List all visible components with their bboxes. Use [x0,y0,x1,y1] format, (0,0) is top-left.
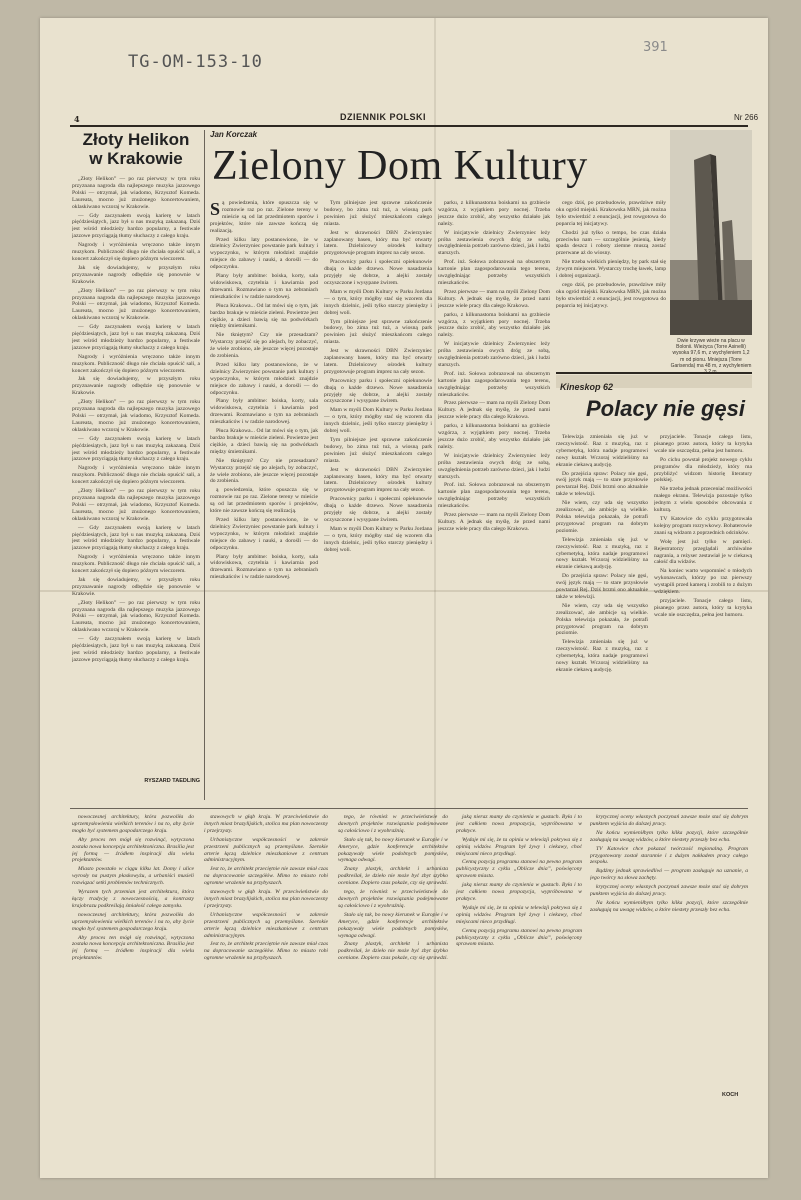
kineskop-column-2 [654,434,752,804]
towers-photo [670,130,752,335]
helikon-paragraph: Nagrody i wyróżnienia wręczono także innym muzykom. Publiczność długo nie chciała opuścić sali, a koncert zakończył się dopiero późnym wieczorem. [72,554,200,575]
helikon-paragraph: Nagrody i wyróżnienia wręczono także innym muzykom. Publiczność długo nie chciała opuścić sali, a koncert zakończył się dopiero późnym wieczorem. [72,465,200,486]
helikon-title-line1: Złoty Helikon [82,130,190,149]
lower-paragraph: Aby proces ten mógł się rozwinąć, wytyczona została nowa koncepcja architektoniczna. Brasilia jest jej formą — źródłem inspiracji dla wielu projektantów. [72,836,194,864]
kineskop-top-rule [556,372,752,374]
kulturalny-paragraph: Prof. inż. Sołowa zobrazował na obszernym kartonie plan zagospodarowania tego terenu, uwzględniając potrzeby wszystkich mieszkańców. [438,370,550,398]
kulturalny-paragraph: Przez pierwsze — mam na myśli Zielony Dom Kultury. A jednak się myślę, że przed nami jeszcze wiele pracy dla całego Krakowa. [438,512,550,532]
lower-paragraph: Wydaje mi się, że ta opinia w telewizji pokrywa się z opinią widzów. Program był żywy i ciekawy, choć miejscami nieco przydługi. [456,904,582,925]
lower-paragraph: Cenną pozycją programu stanowi na pewno program publicystyczny z cyklu „Oblicze dnia”, poświęcony sprawom miasta. [456,927,582,948]
helikon-paragraph: „Złoty Helikon” — po raz pierwszy w tym roku przyznana nagroda dla najlepszego muzyka jazzowego Polski — otrzymał, jak wiadomo, Krzysztof Komeda. Laureata, mocno już znużonego koncertowaniem, oklaskiwano wczoraj w Krakowie. [72,599,200,634]
kulturalny-column-4 [556,200,666,370]
kineskop-paragraph: przyjaciele. Tonacje całego listu, pisanego przez autora, który ta krytyka wcale nie oszczędza, pełna jest humoru. [654,434,752,454]
helikon-paragraph: Jak się dowiadujemy, w przyszłym roku przyznawanie nagrody odbędzie się ponownie w Krakowie. [72,376,200,397]
kulturalny-paragraph: Mam w myśli Dom Kultury w Parku Jordana — o tym, który mógłby stać się wzorem dla innych dzielnic, jeśli tylko starczy pieniędzy i dobrej woli. [324,407,432,435]
helikon-title-line2: w Krakowie [89,149,183,168]
helikon-body [72,176,200,776]
kineskop-paragraph: Telewizja zmieniała się już w rzeczywistość. Raz z muzyką, raz z cybernetyką, która nadaje programowi nowy kształt. Wczoraj widzieliśmy na ekranie ciekawą audycję. [556,536,648,571]
helikon-paragraph: „Złoty Helikon” — po raz pierwszy w tym roku przyznana nagroda dla najlepszego muzyka jazzowego Polski — otrzymał, jak wiadomo, Krzysztof Komeda. Laureata, mocno już znużonego koncertowaniem, oklaskiwano wczoraj w Krakowie. [72,399,200,433]
kineskop-signature: KOCH [722,1092,739,1098]
lower-paragraph: tego, że również w przeciwieństwie do dawnych projektów rozwiązania podejmowane są całościowo i z wyobraźnią. [338,814,448,834]
kineskop-paragraph: Telewizja zmieniała się już w rzeczywistość. Raz z muzyką, raz z cybernetyką, która nadaje programowi nowy kształt. Wczoraj widzieliśmy na ekranie ciekawą audycję. [556,434,648,468]
kulturalny-paragraph: Chodzi już tylko o tempo, bo czas działa przeciwko nam — szczególnie jesienią, kiedy spada deszcz i roboty ziemne muszą zostać przerwane aż do wiosny. [556,229,666,257]
lower-paragraph: Urbanistyczne współczesności w zakresie przestrzeni publicznych są przemyślane. Szerokie arterie łączą dzielnice mieszkaniowe z centrum administracyjnym. [204,836,328,864]
masthead-page-no: 4 [74,114,80,124]
kulturalny-paragraph: W inicjatywie dzielnicy Zwierzyniec leży próba zestawienia owych dróg ze sobą, uwzględnienia potrzeb zarówno dzieci, jak i ludzi starszych. [438,452,550,480]
kulturalny-paragraph: parku, z kilkunastoma boiskami na grzbiecie wzgórza, z wyjątkiem pory nocnej. Trzeba jeszcze dużo zrobić, aby wszystko działało jak należy. [438,311,550,339]
kineskop-paragraph: Telewizja zmieniała się już w rzeczywistość. Raz z muzyką, raz z cybernetyką, która nadaje programowi nowy kształt. Wczoraj widzieliśmy na ekranie ciekawą audycję. [556,639,648,673]
helikon-paragraph: — Gdy zaczynałem swoją karierę w latach pięćdziesiątych, jazz był u nas muzyką zakazaną. Dziś jest wśród młodzieży bardzo popularny, a festiwale jazzowe przyciągają tłumy słuchaczy z całego kraju. [72,212,200,240]
kulturalny-paragraph: Nie trzeba wielkich pieniędzy, by park stał się żywym miejscem. Wystarczy trochę ławek, lamp i dobrej organizacji. [556,259,666,280]
kulturalny-byline: Jan Korczak [210,130,258,139]
kineskop-column-1 [556,434,648,804]
kulturalny-paragraph: Plany były ambitne: boiska, korty, sala widowiskowa, czytelnia i kawiarnia pod drzewami. Rozmawiano o tym na zebraniach mieszkańców i w radzie narodowej. [210,398,318,426]
kulturalny-paragraph: parku, z kilkunastoma boiskami na grzbiecie wzgórza, z wyjątkiem pory nocnej. Trzeba jeszcze dużo zrobić, aby wszystko działało jak należy. [438,423,550,450]
helikon-signature: RYSZARD TAEDLING [144,778,200,784]
kulturalny-paragraph: parku, z kilkunastoma boiskami na grzbiecie wzgórza, z wyjątkiem pory nocnej. Trzeba jeszcze dużo zrobić, aby wszystko działało jak należy. [438,200,550,227]
kulturalny-title: Zielony Dom Kultury [212,143,588,189]
masthead-rule [70,125,748,127]
lower-paragraph: tego, że również w przeciwieństwie do dawnych projektów rozwiązania podejmowane są całościowo i z wyobraźnią. [338,889,448,909]
kineskop-paragraph: Po cichu powstał projekt nowego cyklu programów dla młodzieży, który ma przybliżyć widzom historię literatury polskiej. [654,456,752,484]
kulturalny-paragraph: Tym pilniejsze jest sprawne zakończenie budowy, bo zima tuż tuż, a wiosną park powinien już służyć mieszkańcom całego miasta. [324,200,432,227]
kineskop-paragraph: Nie wiem, czy uda się wszystko zrealizować, ale ambicje są wielkie. Polska telewizja pokazała, że potrafi przygotować program na dobrym poziomie. [556,602,648,637]
kulturalny-drop-cap: S [210,200,221,219]
kulturalny-paragraph: W inicjatywie dzielnicy Zwierzyniec leży próba zestawienia owych dróg ze sobą, uwzględnienia potrzeb zarówno dzieci, jak i ludzi starszych. [438,341,550,368]
kineskop-section-band [556,375,752,392]
lower-column-4 [456,814,582,1114]
lower-paragraph: stawowych w głąb kraju. W przeciwieństwie do innych miast brazylijskich, stolica ma plan nowoczesny i przejrzysty. [204,889,328,909]
kulturalny-column-2 [324,200,432,804]
helikon-paragraph: Jak się dowiadujemy, w przyszłym roku przyznawanie nagrody odbędzie się ponownie w Krakowie. [72,264,200,285]
kulturalny-paragraph: cego dziś, po przebudowie, prawdziwe miły oku ogród miejski. Krakowska MRN, jak można było stwierdzić z enuncjacji, jest rowgotowa do poparcia tej inicjatywy. [556,281,666,309]
lower-paragraph: Na końcu wymieniłbym tylko kilka pozycji, które szczególnie zasługują na uwagę widzów, a które niestety przeszły bez echa. [590,829,748,843]
lower-paragraph: Jest to, że architekt przeciętnie nie zawsze miał czas na dopracowanie szczegółów. Mimo to miasto robi ogromne wrażenie na przybyszach. [204,866,328,887]
archive-code: TG-OM-153-10 [128,52,263,72]
lower-column-3 [338,814,448,1114]
lower-paragraph: Stało się tak, bo nowy kierunek w Europie i w Ameryce, gdzie konferencje architektów pokazywały wiele podobnych pomysłów, wymaga odwagi. [338,836,448,864]
helikon-paragraph: — Gdy zaczynałem swoją karierę w latach pięćdziesiątych, jazz był u nas muzyką zakazaną. Dziś jest wśród młodzieży bardzo popularny, a festiwale jazzowe przyciągają tłumy słuchaczy z całego kraju. [72,524,200,552]
kulturalny-paragraph: Pracownicy parku i społeczni opiekunowie dbają o każde drzewo. Nowe nasadzenia przyjęły się dobrze, a alejki zostały oczyszczone i wysypane żwirem. [324,377,432,405]
lower-paragraph: krytycznej oceny własnych poczynań zawsze może stać się dobrym punktem wyjścia do dalszej pracy. [590,884,748,898]
kineskop-paragraph: Nie wiem, czy uda się wszystko zrealizować, ale ambicje są wielkie. Polska telewizja pokazała, że potrafi przygotować program na dobrym poziomie. [556,500,648,534]
kineskop-paragraph: Wolę jest już tylko w pamięci. Rejestratorzy przeglądali archiwalne nagrania, a reżyser zestawiał je w ciekawą całość dla widzów. [654,538,752,566]
kineskop-paragraph: przyjaciele. Tonacje całego listu, pisanego przez autora, który ta krytyka wcale nie oszczędza, pełna jest humoru. [654,597,752,618]
kulturalny-paragraph: Przed kilku laty postanowiono, że w dzielnicy Zwierzyniec powstanie park kultury i wypoczynku, w którym młodzież znajdzie miejsce do zabawy i nauki, a dorośli — do odpoczynku. [210,236,318,271]
lower-paragraph: Wydaje mi się, że ta opinia w telewizji pokrywa się z opinią widzów. Program był żywy i ciekawy, choć miejscami nieco przydługi. [456,836,582,857]
kulturalny-paragraph: Plany były ambitne: boiska, korty, sala widowiskowa, czytelnia i kawiarnia pod drzewami. Rozmawiano o tym na zebraniach mieszkańców i w radzie narodowej. [210,553,318,581]
column-divider [204,130,205,800]
lower-paragraph: nowoczesnej architektury, która pozwoliła do uprzemysłowienia wielkich terenów i na to, aby życie mogło być systemem gospodarczego kraju. [72,911,194,932]
kulturalny-paragraph: Przez pierwsze — mam na myśli Zielony Dom Kultury. A jednak się myślę, że przed nami jeszcze wiele pracy dla całego Krakowa. [438,400,550,421]
helikon-paragraph: „Złoty Helikon” — po raz pierwszy w tym roku przyznana nagroda dla najlepszego muzyka jazzowego Polski — otrzymał, jak wiadomo, Krzysztof Komeda. Laureata, mocno już znużonego koncertowaniem, oklaskiwano wczoraj w Krakowie. [72,287,200,322]
kulturalny-paragraph: Mam w myśli Dom Kultury w Parku Jordana — o tym, który mógłby stać się wzorem dla innych dzielnic, jeśli tylko starczy pieniędzy i dobrej woli. [324,288,432,316]
helikon-paragraph: — Gdy zaczynałem swoją karierę w latach pięćdziesiątych, jazz był u nas muzyką zakazaną. Dziś jest wśród młodzieży bardzo popularny, a festiwale jazzowe przyciągają tłumy słuchaczy z całego kraju. [72,636,200,663]
helikon-paragraph: — Gdy zaczynałem swoją karierę w latach pięćdziesiątych, jazz był u nas muzyką zakazaną. Dziś jest wśród młodzieży bardzo popularny, a festiwale jazzowe przyciągają tłumy słuchaczy z całego kraju. [72,435,200,463]
kulturalny-column-1 [210,200,318,804]
lower-paragraph: Miasto powstało w ciągu kilku lat. Domy i ulice wyrosły na pustym płaskowyżu, a urbaniści musieli rozwiązać setki problemów technicznych. [72,866,194,887]
kulturalny-paragraph: Jest w skrawności DBN Zwierzyniec zaplanowany basen, który ma być otwarty latem. Dzielnicowy ośrodek kultury przygotowuje program imprez na cały sezon. [324,348,432,375]
kulturalny-paragraph: Pracownicy parku i społeczni opiekunowie dbają o każde drzewo. Nowe nasadzenia przyjęły się dobrze, a alejki zostały oczyszczone i wysypane żwirem. [324,496,432,523]
kulturalny-column-3 [438,200,550,804]
kulturalny-paragraph: cego dziś, po przebudowie, prawdziwe miły oku ogród miejski. Krakowska MRN, jak można było stwierdzić z enuncjacji, jest rowgotowa do poparcia tej inicjatywy. [556,200,666,227]
lower-paragraph: jaką nieraz mamy do czynienia w gustach. Była i to jest całkiem nowa propozycja, wypróbowana w praktyce. [456,814,582,834]
kineskop-section-label: Kineskop 62 [560,382,614,392]
lower-column-1 [72,814,194,1114]
helikon-paragraph: Jak się dowiadujemy, w przyszłym roku przyznawanie nagrody odbędzie się ponownie w Krakowie. [72,576,200,597]
kulturalny-paragraph: Przed kilku laty postanowiono, że w dzielnicy Zwierzyniec powstanie park kultury i wypoczynku, w którym młodzież znajdzie miejsce do zabawy i nauki, a dorośli — do odpoczynku. [210,361,318,396]
photo-caption-text: Dwie krzywe wieże na placu w Bolonii. Wieżyca (Torre Asinelli) wysoka 97,6 m, z wychyleniem 1,2 m od pionu. Mniejsza (Torre Garisenda) ma 48 m, z wychyleniem [670,338,752,369]
kulturalny-paragraph: Płuca Krakowa... Od lat mówi się o tym, jak bardzo brakuje w mieście zieleni. Powietrze jest ciężkie, a dzieci bawią się na podwórkach między śmietnikami. [210,302,318,330]
kineskop-title: Polacy nie gęsi [586,396,745,421]
section-rule [70,808,748,809]
helikon-paragraph: — Gdy zaczynałem swoją karierę w latach pięćdziesiątych, jazz był u nas muzyką zakazaną. Dziś jest wśród młodzieży bardzo popularny, a festiwale jazzowe przyciągają tłumy słuchaczy z całego kraju. [72,324,200,351]
lower-column-5 [590,814,748,1090]
kineskop-paragraph: Do przejścia spraw: Polacy nie gęsi, swój język mają — to stare przysłowie powtarzał Rej. Dziś brzmi ono aktualnie także w telewizji. [556,470,648,498]
lower-column-2 [204,814,328,1114]
kulturalny-paragraph: Jest w skrawności DBN Zwierzyniec zaplanowany basen, który ma być otwarty latem. Dzielnicowy ośrodek kultury przygotowuje program imprez na cały sezon. [324,466,432,494]
archive-page-number: 391 [643,40,668,55]
lower-paragraph: Znany plastyk, architekt i urbanista podkreślał, że dzieło nie może być zbyt szybko oceniane. Dopiero czas pokaże, czy się sprawdzi. [338,866,448,887]
kulturalny-paragraph: Przez pierwsze — mam na myśli Zielony Dom Kultury. A jednak się myślę, że przed nami jeszcze wiele pracy dla całego Krakowa. [438,288,550,309]
lower-paragraph: Wyrazem tych przemian jest architektura, która łączy tradycję z nowoczesnością, a kontrasty krajobrazu podkreślają śmiałość całego zamysłu. [72,889,194,909]
masthead-issue-no: Nr 266 [734,113,759,122]
lower-paragraph: Aby proces ten mógł się rozwinąć, wytyczona została nowa koncepcja architektoniczna. Brasilia jest jej formą — źródłem inspiracji dla wielu projektantów. [72,934,194,962]
kulturalny-paragraph: Nie tkniętym? Czy nie przesadzam? Wystarczy przejść się po alejach, by zobaczyć, że wiele zrobiono, ale jeszcze więcej pozostaje do zrobienia. [210,332,318,360]
lower-paragraph: Znany plastyk, architekt i urbanista podkreślał, że dzieło nie może być zbyt szybko oceniane. Dopiero czas pokaże, czy się sprawdzi. [338,941,448,962]
kulturalny-paragraph: Prof. inż. Sołowa zobrazował na obszernym kartonie plan zagospodarowania tego terenu, uwzględniając potrzeby wszystkich mieszkańców. [438,259,550,286]
kulturalny-paragraph: Tym pilniejsze jest sprawne zakończenie budowy, bo zima tuż tuż, a wiosną park powinien już służyć mieszkańcom całego miasta. [324,318,432,346]
lower-paragraph: Cenną pozycją programu stanowi na pewno program publicystyczny z cyklu „Oblicze dnia”, poświęcony sprawom miasta. [456,859,582,880]
lower-paragraph: Bądźmy jednak sprawiedliwi — program zasługuje na uznanie, a jego twórcy na słowa zachęty. [590,868,748,882]
newspaper-page [40,18,768,1178]
kulturalny-paragraph: Pracownicy parku i społeczni opiekunowie dbają o każde drzewo. Nowe nasadzenia przyjęły się dobrze, a alejki zostały oczyszczone i wysypane żwirem. [324,259,432,286]
lower-paragraph: Urbanistyczne współczesności w zakresie przestrzeni publicznych są przemyślane. Szerokie arterie łączą dzielnice mieszkaniowe z centrum administracyjnym. [204,911,328,939]
kulturalny-paragraph: W inicjatywie dzielnicy Zwierzyniec leży próba zestawienia owych dróg ze sobą, uwzględnienia potrzeb zarówno dzieci, jak i ludzi starszych. [438,229,550,257]
kineskop-paragraph: Na koniec warto wspomnieć o młodych wykonawcach, którzy po raz pierwszy wystąpili przed kamerą i zrobili to z dużym wdziękiem. [654,568,752,596]
helikon-paragraph: Nagrody i wyróżnienia wręczono także innym muzykom. Publiczność długo nie chciała opuścić sali, a koncert zakończył się dopiero późnym wieczorem. [72,242,200,262]
lower-paragraph: jaką nieraz mamy do czynienia w gustach. Była i to jest całkiem nowa propozycja, wypróbowana w praktyce. [456,882,582,902]
kineskop-paragraph: Nie trzeba jednak przeceniać możliwości małego ekranu. Telewizja pozostaje tylko jednym z wielu sposobów obcowania z kulturą. [654,486,752,514]
kineskop-paragraph: Do przejścia spraw: Polacy nie gęsi, swój język mają — to stare przysłowie powtarzał Rej. Dziś brzmi ono aktualnie także w telewizji. [556,573,648,600]
kulturalny-paragraph: Jest w skrawności DBN Zwierzyniec zaplanowany basen, który ma być otwarty latem. Dzielnicowy ośrodek kultury przygotowuje program imprez na cały sezon. [324,229,432,257]
towers-photo-graphic [670,130,752,335]
kulturalny-paragraph: Płuca Krakowa... Od lat mówi się o tym, jak bardzo brakuje w mieście zieleni. Powietrze jest ciężkie, a dzieci bawią się na podwórkach między śmietnikami. [210,428,318,455]
lower-paragraph: nowoczesnej architektury, która pozwoliła do uprzemysłowienia wielkich terenów i na to, aby życie mogło być systemem gospodarczego kraju. [72,814,194,834]
masthead-paper-name: DZIENNIK POLSKI [340,112,427,122]
kulturalny-paragraph: Nie tkniętym? Czy nie przesadzam? Wystarczy przejść się po alejach, by zobaczyć, że wiele zrobiono, ale jeszcze więcej pozostaje do zrobienia. [210,457,318,485]
lower-paragraph: TV Katowice chce pokazać twórczość regionalną. Program przygotowany został starannie i z dużym nakładem pracy całego zespołu. [590,845,748,866]
kulturalny-paragraph: Przed kilku laty postanowiono, że w dzielnicy Zwierzyniec powstanie park kultury i wypoczynku, w którym młodzież znajdzie miejsce do zabawy i nauki, a dorośli — do odpoczynku. [210,516,318,551]
kulturalny-paragraph: Prof. inż. Sołowa zobrazował na obszernym kartonie plan zagospodarowania tego terenu, uwzględniając potrzeby wszystkich mieszkańców. [438,482,550,510]
helikon-paragraph: „Złoty Helikon” — po raz pierwszy w tym roku przyznana nagroda dla najlepszego muzyka jazzowego Polski — otrzymał, jak wiadomo, Krzysztof Komeda. Laureata, mocno już znużonego koncertowaniem, oklaskiwano wczoraj w Krakowie. [72,176,200,210]
lower-paragraph: Stało się tak, bo nowy kierunek w Europie i w Ameryce, gdzie konferencje architektów pokazywały wiele podobnych pomysłów, wymaga odwagi. [338,911,448,939]
helikon-paragraph: „Złoty Helikon” — po raz pierwszy w tym roku przyznana nagroda dla najlepszego muzyka jazzowego Polski — otrzymał, jak wiadomo, Krzysztof Komeda. Laureata, mocno już znużonego koncertowaniem, oklaskiwano wczoraj w Krakowie. [72,488,200,522]
kulturalny-paragraph: Tym pilniejsze jest sprawne zakończenie budowy, bo zima tuż tuż, a wiosną park powinien już służyć mieszkańcom całego miasta. [324,437,432,464]
kulturalny-paragraph: ą powiedzenia, które opuszcza się w rozmowie raz po raz. Zielone tereny w mieście są od lat przedmiotem sporów i projektów, które nie zawsze kończą się realizacją. [210,487,318,515]
helikon-article [72,130,200,784]
kulturalny-paragraph: Mam w myśli Dom Kultury w Parku Jordana — o tym, który mógłby stać się wzorem dla innych dzielnic, jeśli tylko starczy pieniędzy i dobrej woli. [324,525,432,553]
kulturalny-paragraph: ą powiedzenia, które opuszcza się w rozmowie raz po raz. Zielone tereny w mieście są od lat przedmiotem sporów i projektów, które nie zawsze kończą się realizacją. [210,200,318,234]
lower-paragraph: Jest to, że architekt przeciętnie nie zawsze miał czas na dopracowanie szczegółów. Mimo to miasto robi ogromne wrażenie na przybyszach. [204,941,328,962]
kineskop-paragraph: TV Katowice do cyklu przygotowała kolejny program rozrywkowy. Bohaterowie znani są widzom z poprzednich odcinków. [654,515,752,536]
lower-paragraph: Na końcu wymieniłbym tylko kilka pozycji, które szczególnie zasługują na uwagę widzów, a które niestety przeszły bez echa. [590,899,748,913]
kulturalny-paragraph: Plany były ambitne: boiska, korty, sala widowiskowa, czytelnia i kawiarnia pod drzewami. Rozmawiano o tym na zebraniach mieszkańców i w radzie narodowej. [210,273,318,300]
lower-paragraph: stawowych w głąb kraju. W przeciwieństwie do innych miast brazylijskich, stolica ma plan nowoczesny i przejrzysty. [204,814,328,834]
lower-paragraph: krytycznej oceny własnych poczynań zawsze może stać się dobrym punktem wyjścia do dalszej pracy. [590,814,748,827]
helikon-paragraph: Nagrody i wyróżnienia wręczono także innym muzykom. Publiczność długo nie chciała opuścić sali, a koncert zakończył się dopiero późnym wieczorem. [72,353,200,374]
